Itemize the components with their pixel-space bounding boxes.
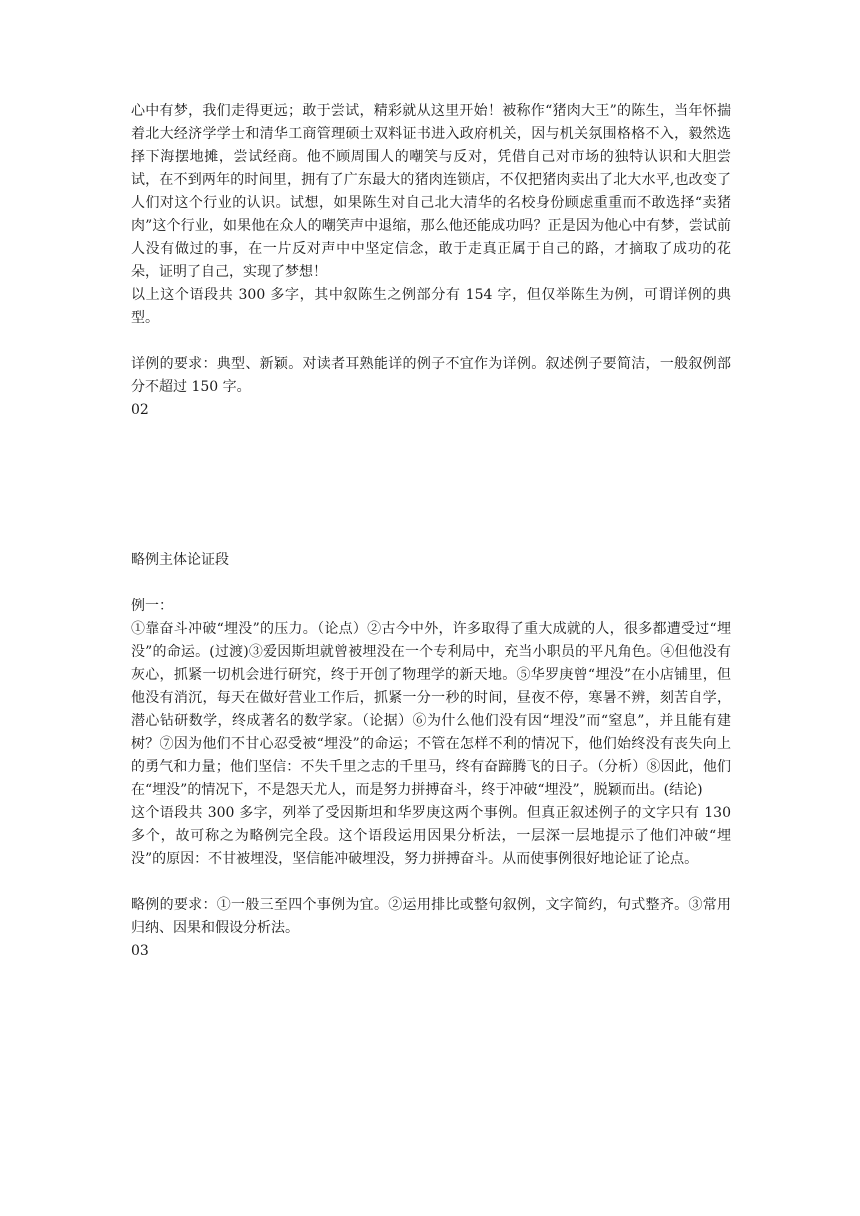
section-spacer: [131, 422, 731, 549]
paragraph-brief-example-comment: 这个语段共 300 多字，列举了受因斯坦和华罗庚这两个事例。但真正叙述例子的文字只有 130 多个，故可称之为略例完全段。这个语段运用因果分析法，一层深一层地提示了他们冲破“埋没”的原因：不甘被埋没，坚信能冲破埋没，努力拼搏奋斗。从而使事例很好地论证了论点。: [131, 805, 731, 867]
section-number-02: 02: [131, 402, 149, 418]
paragraph-buried-argument: ①靠奋斗冲破“埋没”的压力。（论点）②古今中外，许多取得了重大成就的人，很多都遭受过“埋没”的命运。(过渡)③爱因斯坦就曾被埋没在一个专利局中，充当小职员的平凡角色。④但他没有灰心，抓紧一切机会进行研究，终于开创了物理学的新天地。⑤华罗庚曾“埋没”在小店铺里，但他没有消沉，每天在做好营业工作后，抓紧一分一秒的时间，昼夜不停，寒暑不辨，刻苦自学，潜心钻研数学，终成著名的数学家。（论据）⑥为什么他们没有因“埋没”而“窒息”，并且能有建树？⑦因为他们不甘心忍受被“埋没”的命运；不管在怎样不利的情况下，他们始终没有丧失向上的勇气和力量；他们坚信：不失千里之志的千里马，终有奋蹄腾飞的日子。（分析）⑧因此，他们在“埋没”的情况下，不是怨天尤人，而是努力拼搏奋斗，终于冲破“埋没”，脱颖而出。(结论): [131, 621, 731, 798]
section-number-03: 03: [131, 943, 149, 959]
blank-line: [131, 330, 731, 353]
paragraph-chen-sheng-example: 心中有梦，我们走得更远；敢于尝试，精彩就从这里开始！被称作“猪肉大王”的陈生，当年怀揣着北大经济学学士和清华工商管理硕士双料证书进入政府机关，因与机关氛围格格不入，毅然选择下海摆地摊，尝试经商。他不顾周围人的嘲笑与反对，凭借自己对市场的独特认识和大胆尝试，在不到两年的时间里，拥有了广东最大的猪肉连锁店，不仅把猪肉卖出了北大水平,也改变了人们对这个行业的认识。试想，如果陈生对自己北大清华的名校身份顾虑重重而不敢选择“卖猪肉”这个行业，如果他在众人的嘲笑声中退缩，那么他还能成功吗？正是因为他心中有梦，尝试前人没有做过的事，在一片反对声中中坚定信念，敢于走真正属于自己的路，才摘取了成功的花朵，证明了自己，实现了梦想！: [131, 103, 731, 280]
paragraph-detailed-example-requirements: 详例的要求：典型、新颖。对读者耳熟能详的例子不宜作为详例。叙述例子要简洁，一般叙例部分不超过 150 字。: [131, 356, 731, 395]
blank-line: [131, 871, 731, 894]
paragraph-brief-example-requirements: 略例的要求：①一般三至四个事例为宜。②运用排比或整句叙例，文字简约，句式整齐。③常用归纳、因果和假设分析法。: [131, 897, 731, 936]
section-heading-brief-example: 略例主体论证段: [131, 552, 229, 568]
paragraph-detailed-example-comment: 以上这个语段共 300 多字，其中叙陈生之例部分有 154 字，但仅举陈生为例，可谓详例的典型。: [131, 287, 731, 326]
blank-line: [131, 572, 731, 595]
example-one-label: 例一：: [131, 598, 173, 614]
document-body: [131, 100, 731, 963]
